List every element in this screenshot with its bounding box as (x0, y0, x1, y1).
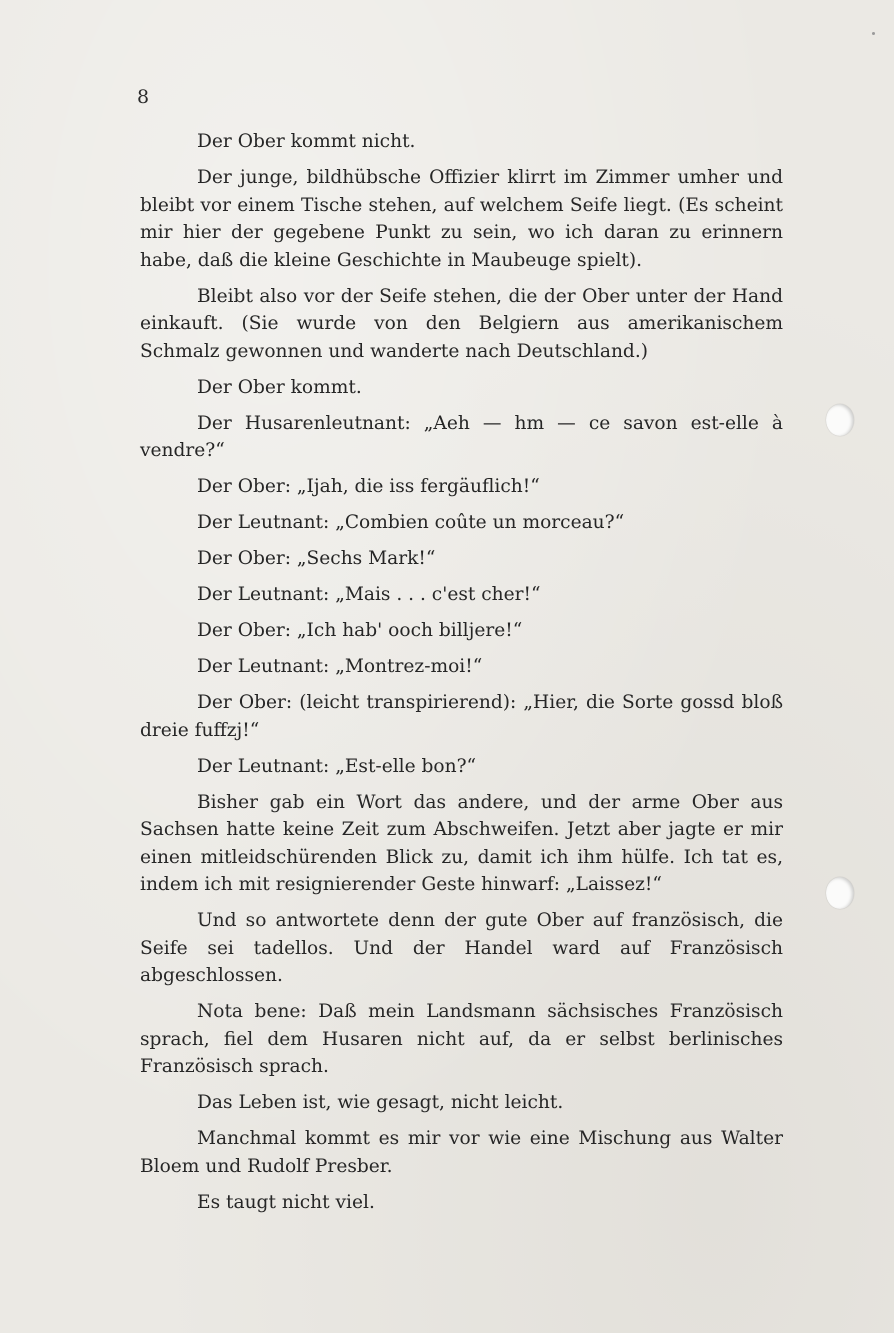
paragraph: Bleibt also vor der Seife stehen, die der Ober unter der Hand einkauft. (Sie wurde von den Belgiern aus amerikanischem Schmalz gewonnen und wanderte nach Deutschland.) (140, 285, 783, 362)
paragraph: Der Leutnant: „Est-elle bon?“ (197, 755, 477, 777)
paragraph: Der Ober kommt. (197, 376, 362, 398)
paragraph: Manchmal kommt es mir vor wie eine Mischung aus Walter Bloem und Rudolf Presber. (140, 1128, 783, 1177)
paragraph: Der Leutnant: „Combien coûte un morceau?“ (197, 512, 625, 533)
paragraph: Der Ober: (leicht transpirierend): „Hier, die Sorte gossd bloß dreie fuffzj!“ (140, 692, 783, 741)
paragraph: Der Husarenleutnant: „Aeh — hm — ce savon est-elle à vendre?“ (140, 412, 783, 461)
punch-hole (826, 877, 854, 909)
paragraph: Der Leutnant: „Mais . . . c'est cher!“ (197, 584, 541, 605)
paragraph: Nota bene: Daß mein Landsmann sächsisches Französisch sprach, fiel dem Husaren nicht auf, da er selbst berlinisches Französisch sprach. (140, 1001, 783, 1077)
paragraph: Der Leutnant: „Montrez-moi!“ (197, 656, 483, 677)
paragraph: Der Ober: „Ich hab' ooch billjere!“ (197, 620, 523, 641)
punch-hole (826, 404, 854, 436)
paragraph: Und so antwortete denn der gute Ober auf französisch, die Seife sei tadellos. Und der Handel ward auf Französisch abgeschlossen. (140, 910, 783, 986)
paper-speck (872, 32, 875, 35)
paragraph: Der Ober: „Ijah, die iss fergäuflich!“ (197, 476, 540, 497)
paragraph: Es taugt nicht viel. (197, 1191, 375, 1213)
page-number: 8 (137, 86, 150, 108)
paragraph: Der junge, bildhübsche Offizier klirrt im Zimmer umher und bleibt vor einem Tische stehen, auf welchem Seife liegt. (Es scheint mir hier der gegebene Punkt zu sein, wo ich daran zu erinnern habe, daß die kleine Geschichte in Maubeuge spielt). (140, 167, 783, 271)
paragraph: Der Ober kommt nicht. (197, 131, 416, 152)
paragraph: Das Leben ist, wie gesagt, nicht leicht. (197, 1092, 564, 1113)
paragraph: Bisher gab ein Wort das andere, und der arme Ober aus Sachsen hatte keine Zeit zum Abschweifen. Jetzt aber jagte er mir einen mitleidschürenden Blick zu, damit ich ihm hülfe. Ich tat es, indem ich mit resignierender Geste hinwarf: „Laissez!“ (140, 791, 783, 895)
page-body-text (140, 128, 783, 1225)
paragraph: Der Ober: „Sechs Mark!“ (197, 548, 436, 569)
